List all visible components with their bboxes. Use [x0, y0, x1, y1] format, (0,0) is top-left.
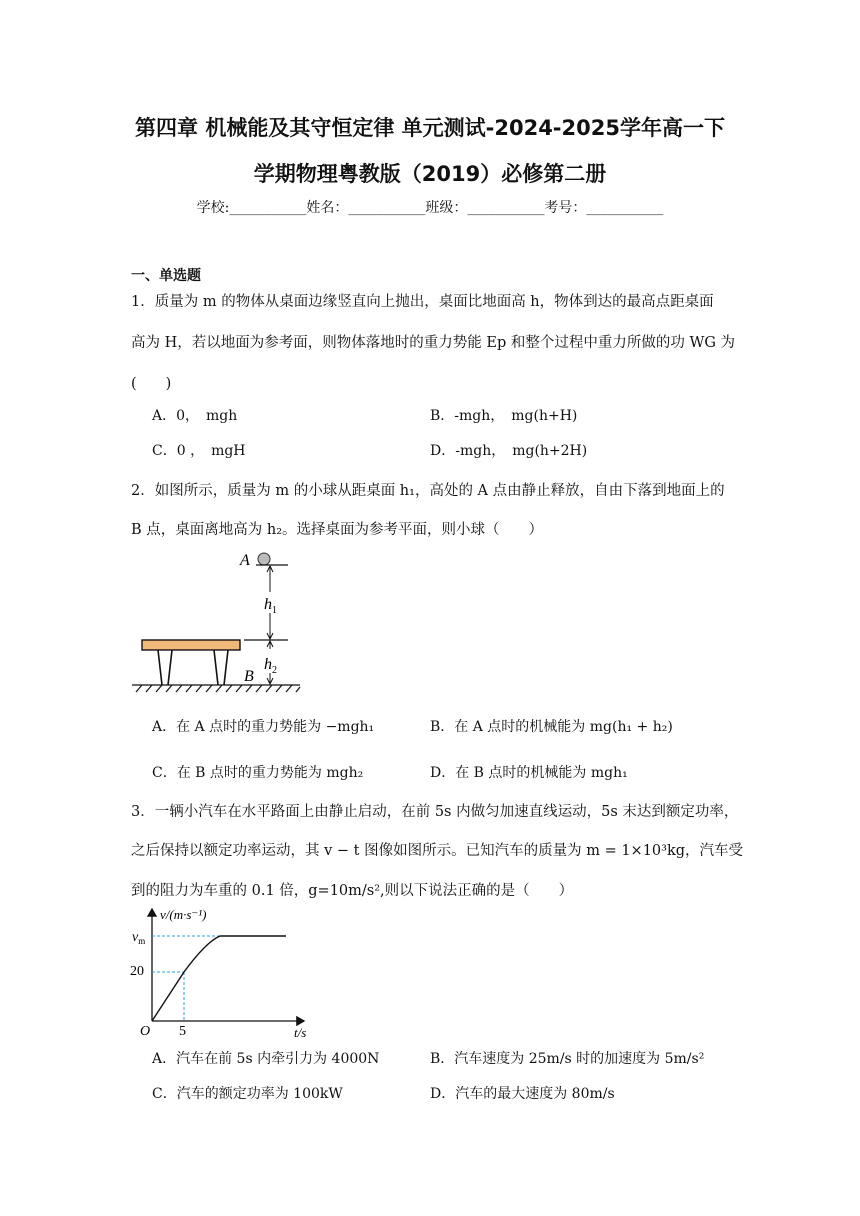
q1-option-d: D．-mgh， mg(h+2H) — [430, 443, 588, 459]
label-h2: $h_2$ — [264, 656, 277, 676]
q2-line2: B 点，桌面离地高为 h₂。选择桌面为参考平面，则小球（ ） — [131, 522, 544, 538]
label-h1: $h_1$ — [264, 596, 277, 616]
x-tick-5: 5 — [179, 1024, 186, 1039]
y-axis-label: v/(m·s⁻¹) — [160, 907, 207, 922]
q1-option-c: C．0 ， mgH — [152, 443, 246, 459]
q1-option-a: A．0， mgh — [152, 408, 238, 424]
q2-option-b: B．在 A 点时的机械能为 mg(h₁ + h₂) — [430, 719, 673, 735]
q3-line3: 到的阻力为车重的 0.1 倍，g=10m/s²,则以下说法正确的是（ ） — [131, 883, 574, 899]
page-title-line1: 第四章 机械能及其守恒定律 单元测试-2024-2025学年高一下 — [135, 116, 725, 140]
student-info-line: 学校:___________姓名：___________班级：___________考号：___________ — [196, 200, 664, 216]
q1-option-b: B．-mgh， mg(h+H) — [430, 408, 578, 424]
q1-line2: 高为 H，若以地面为参考面，则物体落地时的重力势能 Ep 和整个过程中重力所做的功 WG 为 — [131, 335, 736, 351]
q2-line1: 2．如图所示，质量为 m 的小球从距桌面 h₁，高处的 A 点由静止释放，自由下落到地面上的 — [131, 483, 725, 499]
q3-option-a: A．汽车在前 5s 内牵引力为 4000N — [152, 1051, 380, 1067]
q3-line2: 之后保持以额定功率运动，其 v − t 图像如图所示。已知汽车的质量为 m = 1×10³kg，汽车受 — [131, 843, 744, 859]
q3-line1: 3．一辆小汽车在水平路面上由静止启动，在前 5s 内做匀加速直线运动，5s 末达到额定功率， — [131, 804, 739, 820]
x-axis-label: t/s — [294, 1025, 307, 1040]
q3-option-b: B．汽车速度为 25m/s 时的加速度为 5m/s² — [430, 1051, 705, 1067]
curve-segment — [184, 936, 220, 972]
y-tick-20: 20 — [130, 964, 144, 979]
q1-line1: 1．质量为 m 的物体从桌面边缘竖直向上抛出，桌面比地面高 h，物体到达的最高点距桌面 — [131, 294, 714, 310]
label-b: B — [244, 668, 254, 685]
q2-option-c: C．在 B 点时的重力势能为 mgh₂ — [152, 765, 364, 781]
section-title: 一、单选题 — [131, 268, 201, 284]
table — [142, 640, 240, 685]
page-title-line2: 学期物理粤教版（2019）必修第二册 — [253, 162, 607, 186]
q3-option-d: D．汽车的最大速度为 80m/s — [430, 1086, 615, 1102]
q1-line3: ( ) — [131, 376, 172, 392]
label-a: A — [240, 552, 250, 569]
q3-option-c: C．汽车的额定功率为 100kW — [152, 1086, 343, 1102]
q2-option-a: A．在 A 点时的重力势能为 −mgh₁ — [152, 719, 375, 735]
q2-figure — [128, 545, 308, 695]
ball — [258, 553, 270, 565]
q3-vt-chart — [128, 905, 328, 1040]
line-segment-accel — [152, 972, 184, 1021]
ground — [132, 685, 300, 692]
origin-label: O — [140, 1024, 151, 1039]
y-tick-vm: $v_m$ — [132, 930, 146, 946]
q2-option-d: D．在 B 点时的机械能为 mgh₁ — [430, 765, 628, 781]
